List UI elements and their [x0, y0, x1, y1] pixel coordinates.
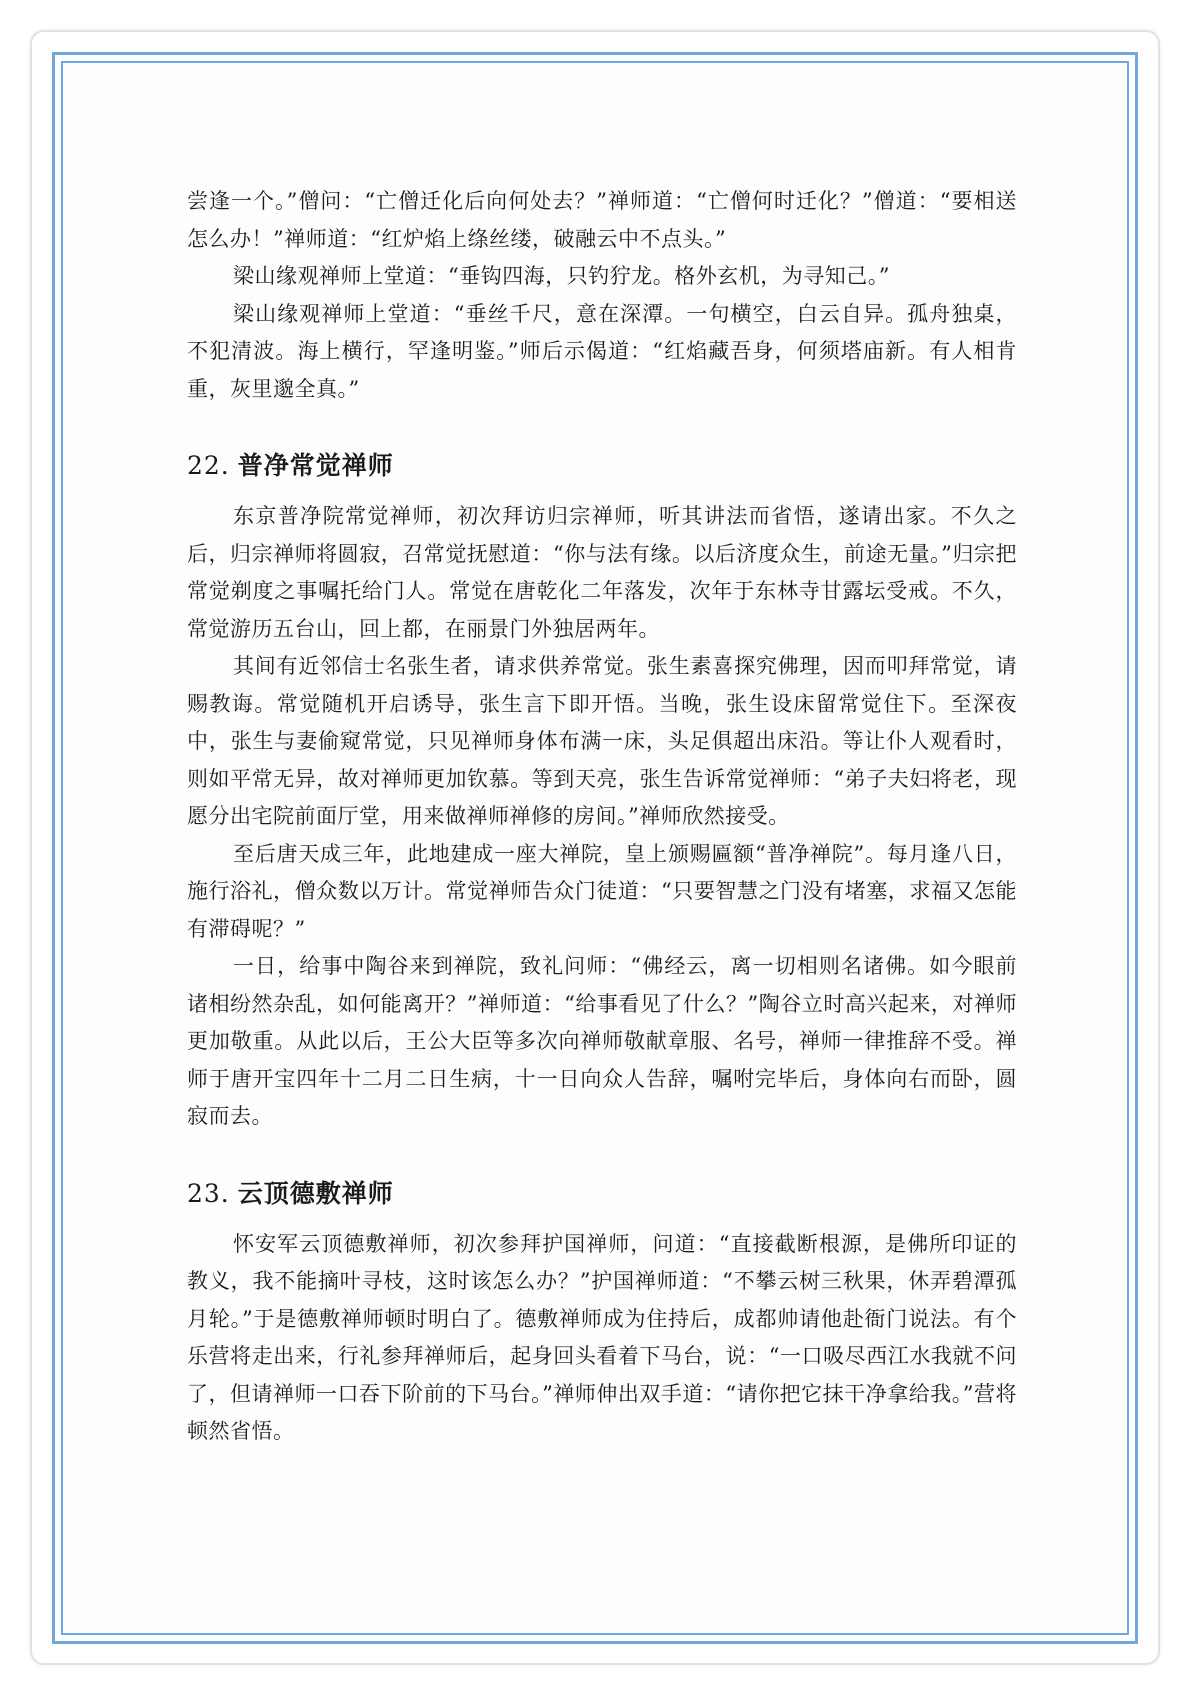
paragraph: 其间有近邻信士名张生者，请求供养常觉。张生素喜探究佛理，因而叩拜常觉，请赐教诲。常觉随机开启诱导，张生言下即开悟。当晚，张生设床留常觉住下。至深夜中，张生与妻偷窥常觉，只见禅师身体布满一床，头足俱超出床沿。等让仆人观看时，则如平常无异，故对禅师更加钦慕。等到天亮，张生告诉常觉禅师：“弟子夫妇将老，现愿分出宅院前面厅堂，用来做禅师禅修的房间。”禅师欣然接受。: [187, 654, 1017, 828]
section-title: 云顶德敷禅师: [237, 1178, 394, 1208]
paragraph: 东京普净院常觉禅师，初次拜访归宗禅师，听其讲法而省悟，遂请出家。不久之后，归宗禅师将圆寂，召常觉抚慰道：“你与法有缘。以后济度众生，前途无量。”归宗把常觉剃度之事嘱托给门人。常觉在唐乾化二年落发，次年于东林寺甘露坛受戒。不久，常觉游历五台山，回上都，在丽景门外独居两年。: [187, 504, 1017, 641]
paragraph: 至后唐天成三年，此地建成一座大禅院，皇上颁赐匾额“普净禅院”。每月逢八日，施行浴礼，僧众数以万计。常觉禅师告众门徒道：“只要智慧之门没有堵塞，求福又怎能有滞碍呢？”: [187, 841, 1017, 941]
section-number: 22.: [187, 451, 230, 480]
section-heading: [187, 1174, 1017, 1214]
paragraph: 梁山缘观禅师上堂道：“垂丝千尺，意在深潭。一句横空，白云自异。孤舟独桌，不犯清波。海上横行，罕逢明鉴。”师后示偈道：“红焰藏吾身，何须塔庙新。有人相肯重，灰里邈全真。”: [187, 301, 1017, 401]
document-body: [187, 183, 1017, 1451]
section-heading: [187, 446, 1017, 486]
paragraph: 梁山缘观禅师上堂道：“垂钩四海，只钓狞龙。格外玄机，为寻知己。”: [233, 264, 890, 288]
paragraph: 尝逢一个。”僧问：“亡僧迁化后向何处去？”禅师道：“亡僧何时迁化？”僧道：“要相送怎么办！”禅师道：“红炉焰上绦丝缕，破融云中不点头。”: [187, 189, 1017, 251]
paragraph: 一日，给事中陶谷来到禅院，致礼问师：“佛经云，离一切相则名诸佛。如今眼前诸相纷然杂乱，如何能离开？”禅师道：“给事看见了什么？”陶谷立时高兴起来，对禅师更加敬重。从此以后，王公大臣等多次向禅师敬献章服、名号，禅师一律推辞不受。禅师于唐开宝四年十二月二日生病，十一日向众人告辞，嘱咐完毕后，身体向右而卧，圆寂而去。: [187, 954, 1017, 1128]
section-number: 23.: [187, 1178, 230, 1208]
section-title: 普净常觉禅师: [237, 451, 394, 480]
paragraph: 怀安军云顶德敷禅师，初次参拜护国禅师，问道：“直接截断根源，是佛所印证的教义，我不能摘叶寻枝，这时该怎么办？”护国禅师道：“不攀云树三秋果，休弄碧潭孤月轮。”于是德敷禅师顿时明白了。德敷禅师成为住持后，成都帅请他赴衙门说法。有个乐营将走出来，行礼参拜禅师后，起身回头看着下马台，说：“一口吸尽西江水我就不问了，但请禅师一口吞下阶前的下马台。”禅师伸出双手道：“请你把它抹干净拿给我。”营将顿然省悟。: [187, 1231, 1017, 1443]
